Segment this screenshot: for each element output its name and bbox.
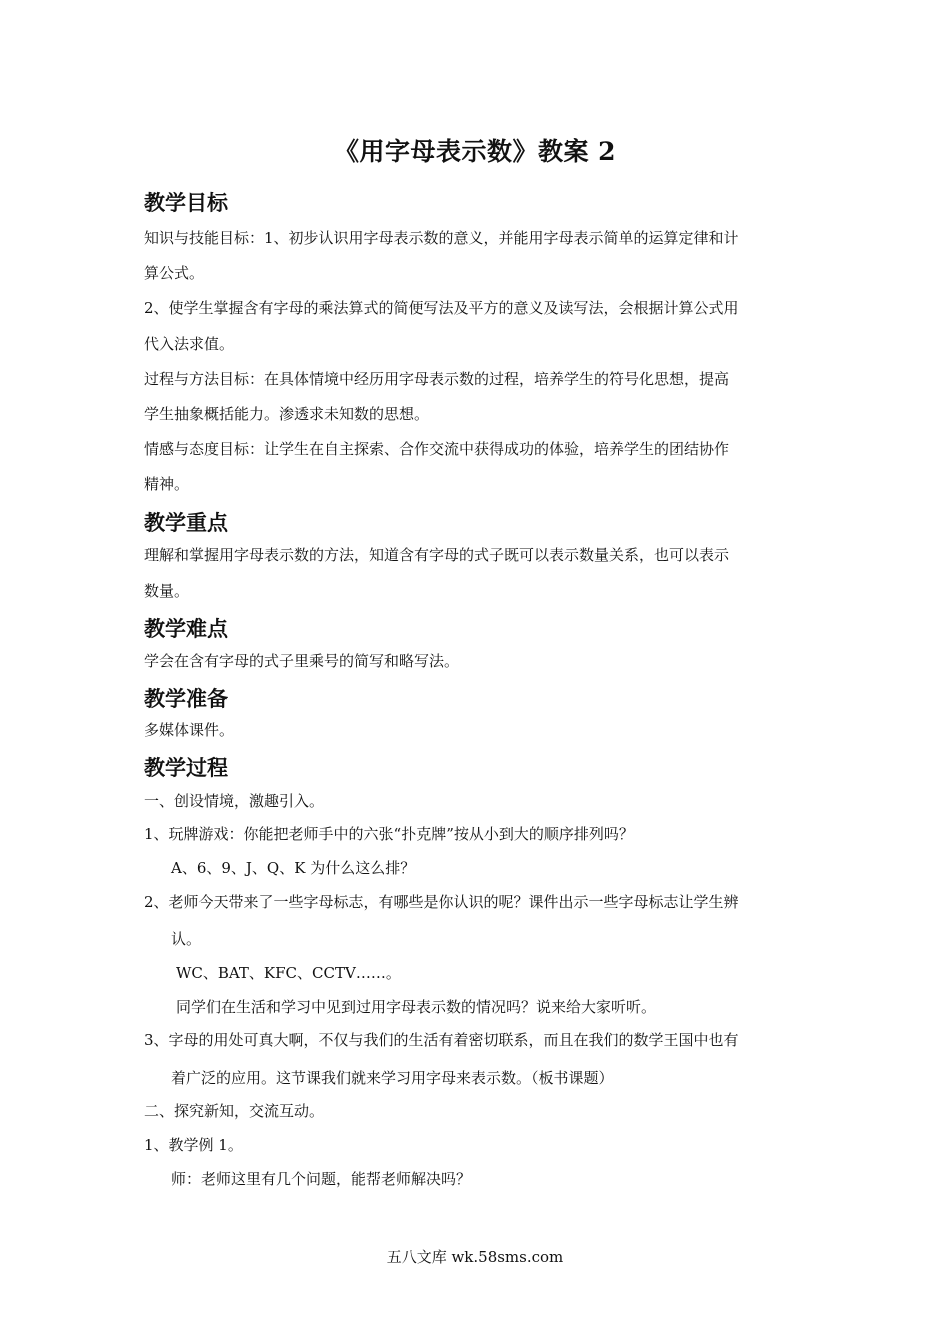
paragraph-line: 过程与方法目标：在具体情境中经历用字母表示数的过程，培养学生的符号化思想，提高 xyxy=(144,370,730,388)
section-heading-preparation: 教学准备 xyxy=(144,687,228,711)
paragraph-line: WC、BAT、KFC、CCTV……。 xyxy=(176,964,401,982)
section-heading-goals: 教学目标 xyxy=(144,191,228,215)
paragraph-line: 学生抽象概括能力。渗透求未知数的思想。 xyxy=(144,405,430,423)
paragraph-line: 多媒体课件。 xyxy=(144,721,235,739)
paragraph-line: 认。 xyxy=(171,930,202,948)
paragraph-line: 学会在含有字母的式子里乘号的简写和略写法。 xyxy=(144,652,460,670)
paragraph-line: 1、教学例 1。 xyxy=(144,1136,243,1154)
section-heading-process: 教学过程 xyxy=(144,756,228,780)
paragraph-line: 一、创设情境，激趣引入。 xyxy=(144,792,325,810)
paragraph-line: 1、玩牌游戏：你能把老师手中的六张“扑克牌”按从小到大的顺序排列吗？ xyxy=(144,825,634,843)
paragraph-line: 情感与态度目标：让学生在自主探索、合作交流中获得成功的体验，培养学生的团结协作 xyxy=(144,440,730,458)
paragraph-line: 2、使学生掌握含有字母的乘法算式的简便写法及平方的意义及读写法，会根据计算公式用 xyxy=(144,299,739,317)
paragraph-line: 精神。 xyxy=(144,475,190,493)
section-heading-difficulty: 教学难点 xyxy=(144,617,228,641)
paragraph-line: 同学们在生活和学习中见到过用字母表示数的情况吗？说来给大家听听。 xyxy=(176,998,657,1016)
paragraph-line: 师：老师这里有几个问题，能帮老师解决吗？ xyxy=(171,1170,472,1188)
paragraph-line: 着广泛的应用。这节课我们就来学习用字母来表示数。（板书课题） xyxy=(171,1069,614,1087)
paragraph-line: 代入法求值。 xyxy=(144,335,235,353)
page-footer: 五八文库 wk.58sms.com xyxy=(386,1248,564,1266)
paragraph-line: 理解和掌握用字母表示数的方法，知道含有字母的式子既可以表示数量关系，也可以表示 xyxy=(144,546,730,564)
paragraph-line: 算公式。 xyxy=(144,264,205,282)
paragraph-line: 2、老师今天带来了一些字母标志，有哪些是你认识的呢？课件出示一些字母标志让学生辨 xyxy=(144,893,739,911)
section-heading-key-points: 教学重点 xyxy=(144,511,228,535)
paragraph-line: 3、字母的用处可真大啊，不仅与我们的生活有着密切联系，而且在我们的数学王国中也有 xyxy=(144,1031,739,1049)
paragraph-line: 二、探究新知，交流互动。 xyxy=(144,1102,325,1120)
paragraph-line: A、6、9、J、Q、K 为什么这么排？ xyxy=(171,859,416,877)
paragraph-line: 数量。 xyxy=(144,582,190,600)
paragraph-line: 知识与技能目标：1、初步认识用字母表示数的意义，并能用字母表示简单的运算定律和计 xyxy=(144,229,739,247)
document-title: 《用字母表示数》教案 2 xyxy=(333,137,617,166)
